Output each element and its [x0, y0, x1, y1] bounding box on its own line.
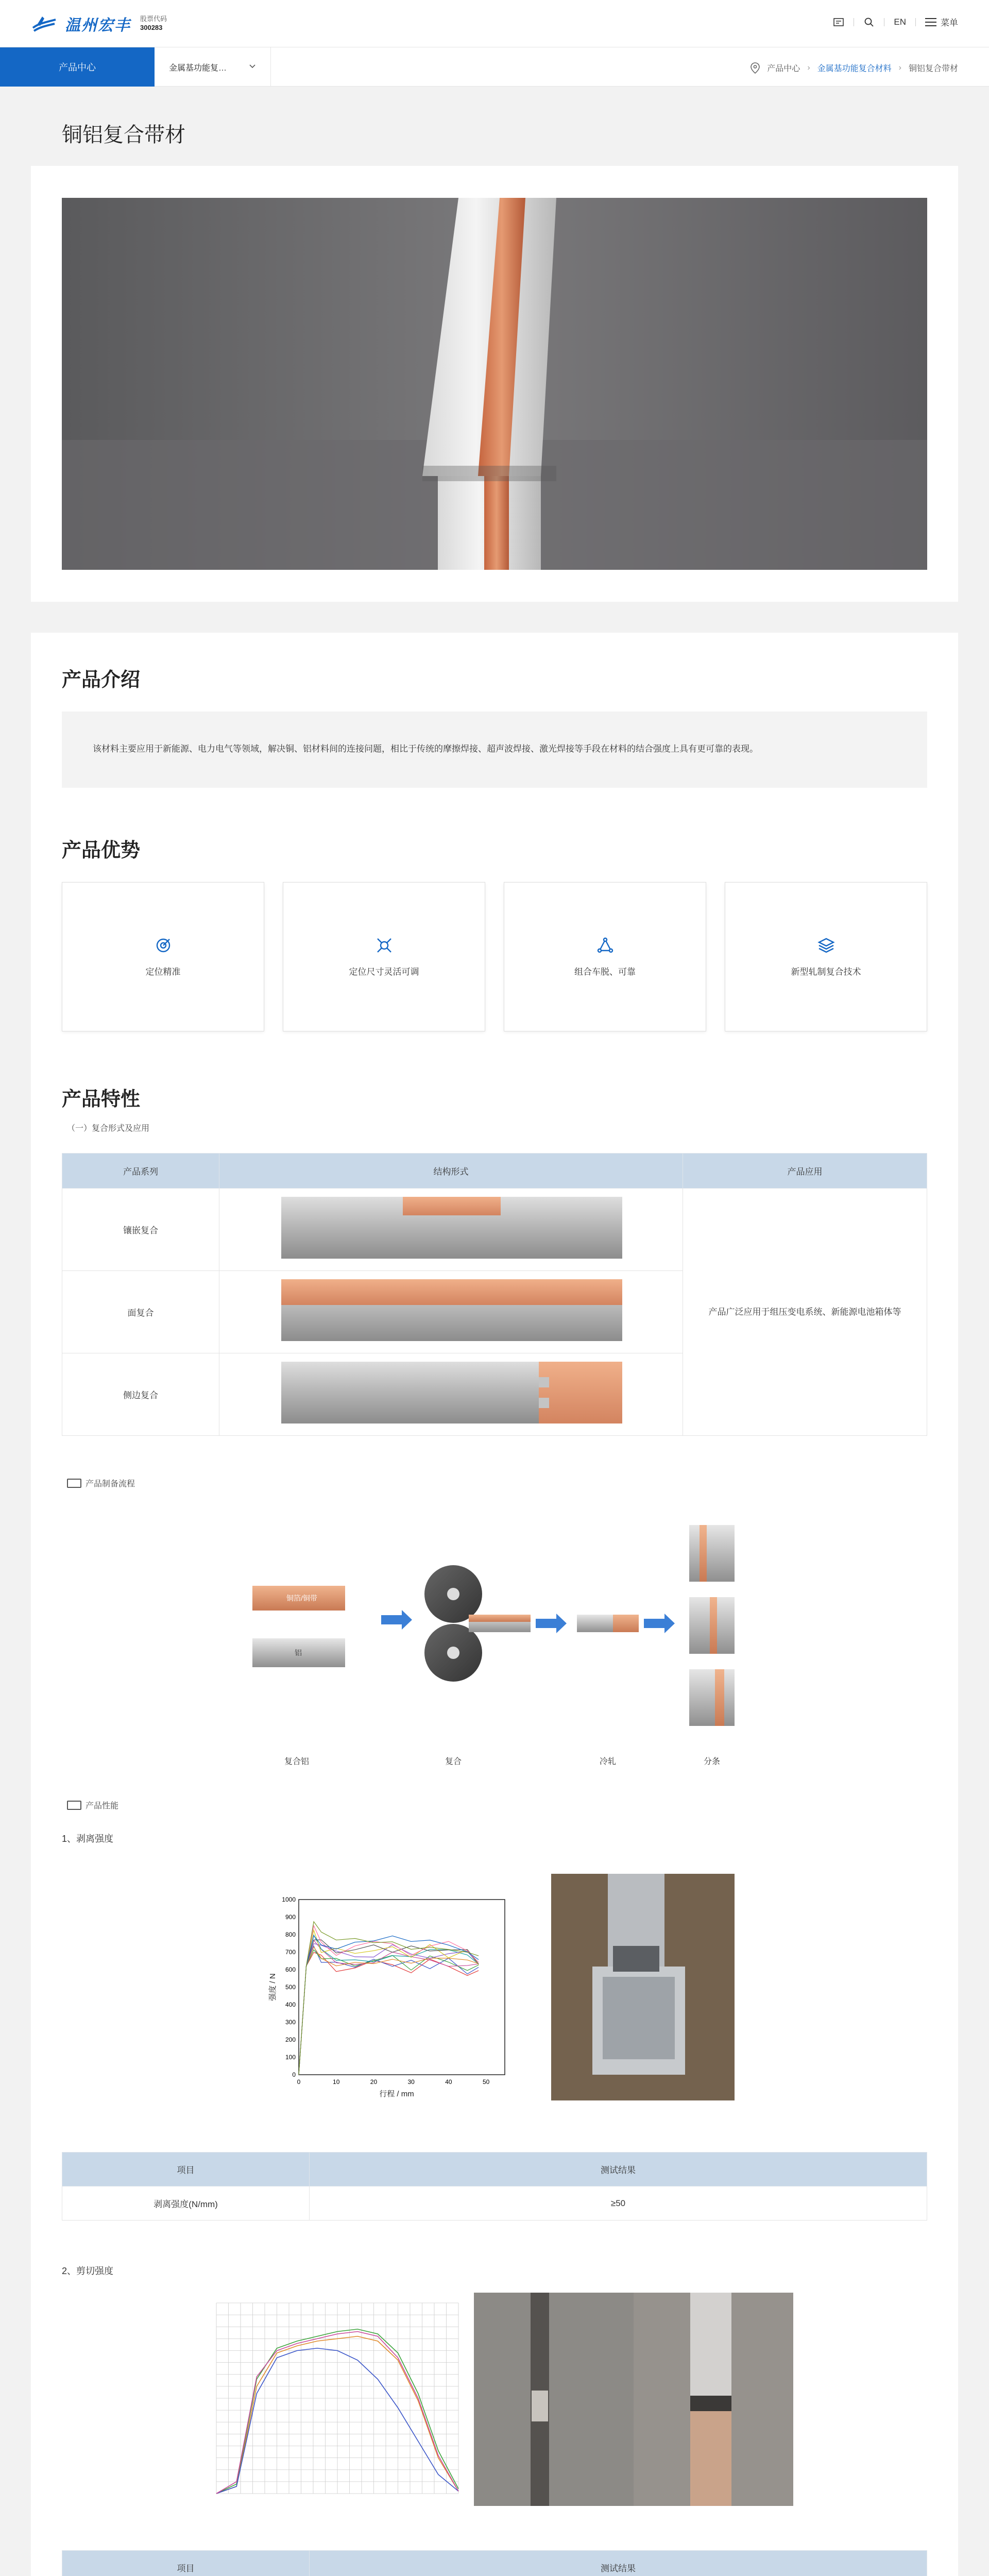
process-flow-illustration [62, 1510, 927, 1767]
peel-strength-figures [62, 1874, 927, 2111]
advantage-item [725, 882, 927, 1031]
table-cell: 剥离强度(N/mm) [62, 2187, 310, 2221]
step-cold-rolling: 冷轧 [600, 1757, 617, 1766]
breadcrumb-item[interactable]: 产品中心 [767, 64, 800, 73]
peel-sample-photo [551, 1874, 735, 2100]
tab-product-center[interactable]: 产品中心 [0, 47, 155, 87]
x-tick-label: 0 [297, 2078, 301, 2086]
series-name: 侧边复合 [62, 1353, 219, 1436]
table-header: 产品应用 [683, 1154, 927, 1189]
logo-text: 温州宏丰 [65, 17, 131, 34]
hero-product-image [62, 198, 927, 570]
category-select[interactable] [155, 47, 271, 87]
y-tick-label: 1000 [282, 1896, 296, 1903]
peel-strength-table [62, 2152, 927, 2221]
table-header: 产品系列 [62, 1154, 219, 1189]
structure-image [219, 1189, 683, 1271]
y-tick-label: 200 [285, 2036, 296, 2043]
section-marker-icon [67, 1479, 81, 1488]
table-header: 项目 [62, 2153, 310, 2187]
y-tick-label: 500 [285, 1984, 296, 1991]
menu-label: 菜单 [941, 18, 958, 28]
shear-strength-figures [62, 2293, 927, 2519]
toolbar-divider [915, 18, 916, 26]
inlay-composite-image [281, 1197, 622, 1259]
edge-composite-image [281, 1362, 622, 1423]
breadcrumb-current: 铜铝复合带材 [908, 64, 958, 73]
advantages-list [62, 882, 927, 1031]
target-icon [155, 937, 172, 954]
peel-y-axis-label: 强度 / N [268, 1973, 277, 2001]
brand-logo[interactable] [31, 12, 131, 35]
x-tick-label: 50 [482, 2078, 490, 2086]
application-text: 产品广泛应用于组压变电系统、新能源电池箱体等 [683, 1189, 927, 1436]
intro-text: 该材料主要应用于新能源、电力电气等领域，解决铜、铝材料间的连接问题，相比于传统的摩擦焊接、超声波焊接、激光焊接等手段在材料的结合强度上具有更可靠的表现。 [62, 711, 927, 788]
shear-strength-chart [201, 2293, 469, 2506]
x-tick-label: 30 [407, 2078, 415, 2086]
y-tick-label: 0 [292, 2071, 296, 2078]
step-composite-aluminum: 复合铝 [284, 1757, 310, 1766]
copper-aluminum-strip-illustration [62, 198, 927, 570]
y-tick-label: 400 [285, 2001, 296, 2008]
advantage-item [62, 882, 264, 1031]
properties-title: 产品特性 [62, 1089, 141, 1110]
stock-label: 股票代码 [140, 15, 167, 23]
top-header [0, 0, 989, 47]
search-icon[interactable] [863, 16, 875, 28]
peel-strength-chart [268, 1894, 510, 2100]
menu-button[interactable] [925, 15, 958, 28]
hamburger-icon [925, 18, 936, 26]
structure-image [219, 1271, 683, 1353]
composite-form-table [62, 1153, 927, 1436]
breadcrumb [751, 62, 958, 74]
aluminum-strip-label: 铝 [295, 1649, 302, 1657]
layers-icon [817, 937, 835, 954]
advantage-item [283, 882, 485, 1031]
y-tick-label: 700 [285, 1948, 296, 1956]
copper-strip-label: 铜箔/铜带 [286, 1594, 317, 1602]
table-header: 项目 [62, 2551, 310, 2576]
y-tick-label: 300 [285, 2019, 296, 2026]
peel-strength-title: 1、剥离强度 [62, 1834, 114, 1844]
table-header: 测试结果 [310, 2551, 927, 2576]
performance-subtitle-text: 产品性能 [86, 1802, 119, 1810]
advantages-title: 产品优势 [62, 840, 141, 861]
logo-mark-icon [31, 13, 58, 34]
advantage-item [504, 882, 706, 1031]
step-slitting: 分条 [704, 1757, 721, 1766]
x-tick-label: 20 [370, 2078, 378, 2086]
advantage-label: 定位精准 [145, 967, 181, 977]
process-subtitle [67, 1477, 927, 1489]
page-title: 铜铝复合带材 [62, 124, 185, 146]
shear-strength-title: 2、剪切强度 [62, 2266, 114, 2276]
mail-icon[interactable] [833, 16, 844, 28]
breadcrumb-item[interactable]: 金属基功能复合材料 [817, 64, 892, 73]
table-header: 测试结果 [310, 2153, 927, 2187]
structure-image [219, 1353, 683, 1436]
series-name: 面复合 [62, 1271, 219, 1353]
chevron-down-icon [249, 63, 256, 70]
crosshair-icon [376, 937, 393, 954]
breadcrumb-separator: › [807, 63, 810, 72]
series-name: 镶嵌复合 [62, 1189, 219, 1271]
y-tick-label: 800 [285, 1931, 296, 1938]
sub-navigation [0, 47, 989, 87]
table-cell: ≥50 [310, 2187, 927, 2221]
shear-strength-table [62, 2550, 927, 2576]
table-header: 结构形式 [219, 1154, 683, 1189]
table-row [62, 2187, 927, 2221]
stock-info [140, 14, 167, 32]
location-pin-icon [751, 62, 760, 74]
x-tick-label: 40 [445, 2078, 452, 2086]
category-select-value: 金属基功能复… [169, 63, 227, 73]
composite-form-label: （一）复合形式及应用 [67, 1124, 150, 1133]
section-marker-icon [67, 1801, 81, 1810]
advantage-label: 新型轧制复合技术 [791, 967, 861, 977]
breadcrumb-separator: › [898, 63, 901, 72]
step-composite: 复合 [445, 1757, 462, 1766]
x-tick-label: 10 [333, 2078, 340, 2086]
hero-card [31, 166, 958, 602]
intro-title: 产品介绍 [62, 669, 141, 691]
y-tick-label: 600 [285, 1966, 296, 1973]
performance-subtitle [67, 1799, 927, 1811]
advantage-label: 定位尺寸灵活可调 [349, 967, 419, 977]
y-tick-label: 100 [285, 2054, 296, 2061]
peel-x-axis-label: 行程 / mm [379, 2090, 414, 2098]
network-icon [596, 937, 614, 954]
product-detail-card [31, 633, 958, 2576]
header-toolbar [833, 15, 958, 28]
language-switch[interactable]: EN [894, 16, 906, 27]
advantage-label: 组合车脱、可靠 [574, 967, 636, 977]
shear-sample-photo [474, 2293, 793, 2506]
table-row [62, 1189, 927, 1271]
process-subtitle-text: 产品制备流程 [86, 1480, 135, 1488]
surface-composite-image [281, 1279, 622, 1341]
process-diagram [62, 1510, 927, 1784]
y-tick-label: 900 [285, 1913, 296, 1921]
stock-code: 300283 [140, 24, 163, 31]
